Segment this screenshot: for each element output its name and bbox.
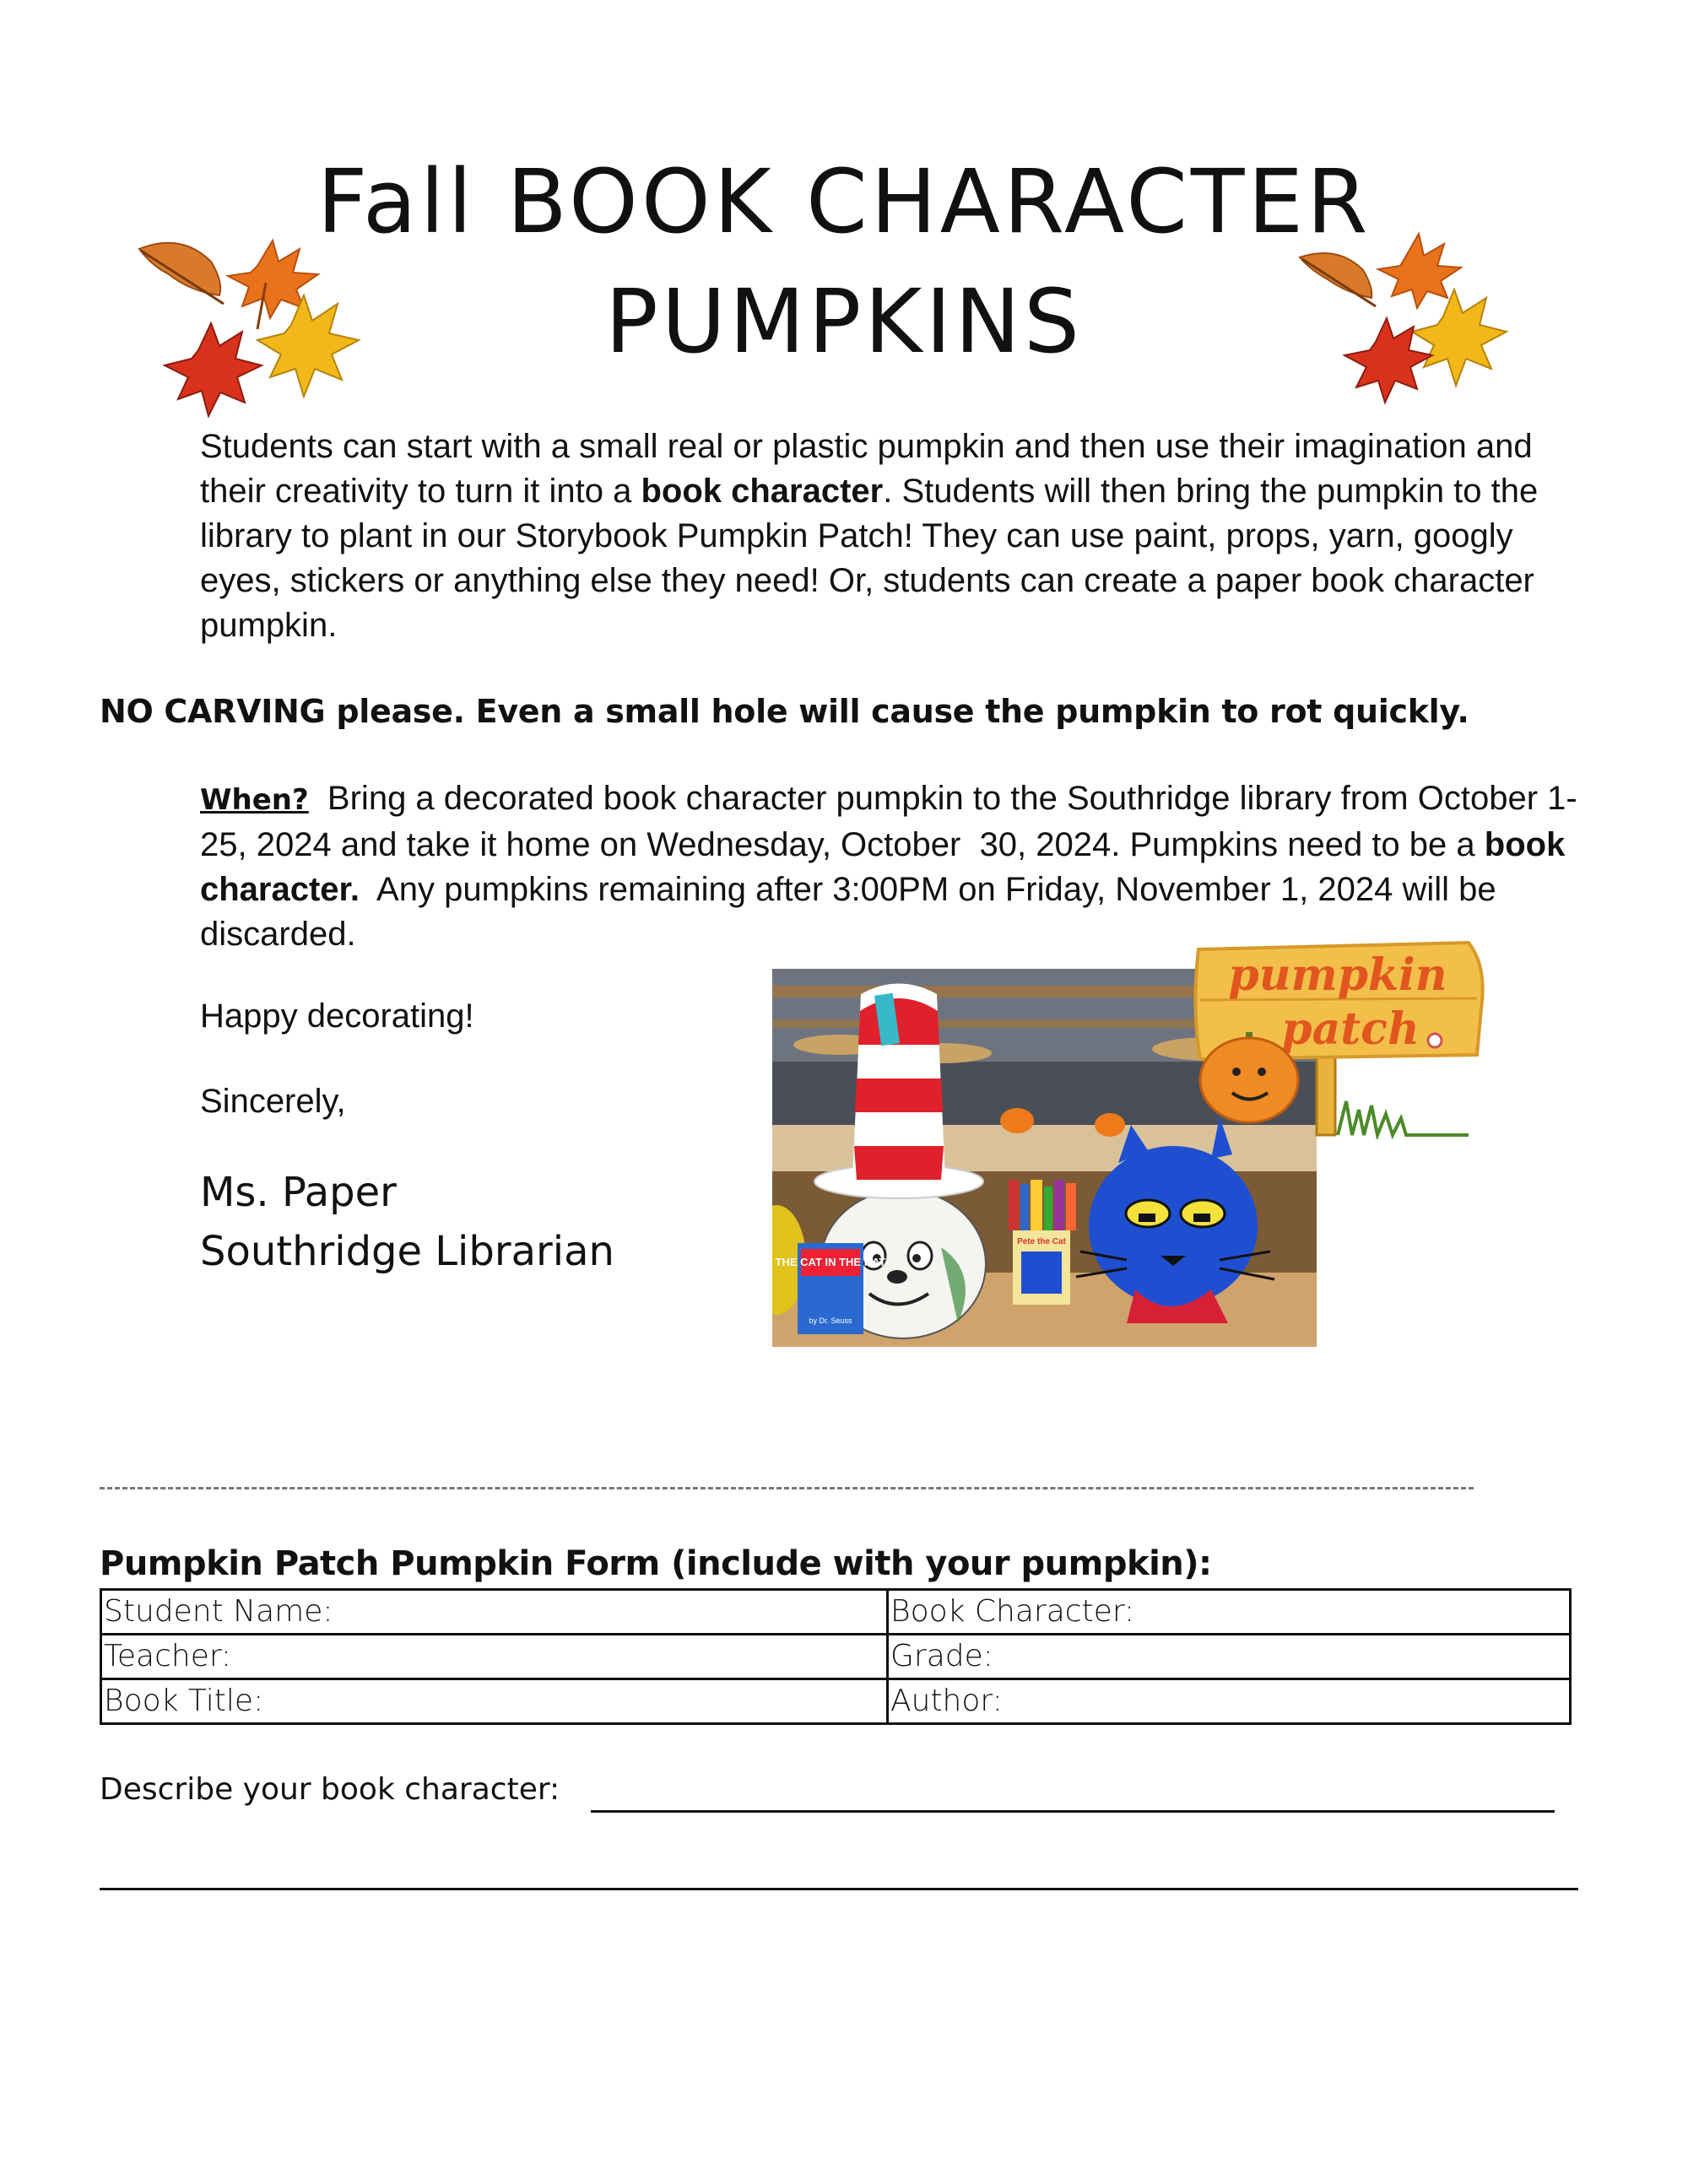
book-title-field[interactable]: Book Title: bbox=[101, 1679, 888, 1724]
pete-the-cat-book-icon bbox=[1013, 1230, 1070, 1305]
pumpkin-form-table bbox=[100, 1588, 1572, 1725]
brown-leaf-icon bbox=[139, 243, 224, 304]
table-row bbox=[101, 1590, 1571, 1635]
describe-character-answer-line-2[interactable] bbox=[100, 1888, 1578, 1890]
when-bold-text: book character. bbox=[200, 826, 1566, 908]
intro-bold-text: book character bbox=[641, 473, 884, 510]
intro-text-1: Students can start with a small real or plastic pumpkin and then use their imagination and their creativity to turn it into a bbox=[200, 428, 1533, 510]
book-character-field[interactable]: Book Character: bbox=[888, 1590, 1571, 1635]
signature-role: Southridge Librarian bbox=[200, 1228, 614, 1275]
sign-text-line-2: patch bbox=[1281, 1003, 1420, 1055]
autumn-leaves-left-icon bbox=[131, 224, 384, 418]
intro-text-2: . Students will then bring the pumpkin to the library to plant in our Storybook Pumpkin Patch! They can use paint, props, yarn, googly eyes, stickers or anything else they need! Or, students can create a paper book character pumpkin. bbox=[200, 473, 1539, 644]
signature-name: Ms. Paper bbox=[200, 1169, 397, 1216]
teacher-field[interactable]: Teacher: bbox=[101, 1635, 888, 1679]
when-paragraph bbox=[200, 776, 1601, 957]
pumpkin-patch-sign bbox=[1190, 933, 1494, 1139]
page-title-line-2: PUMPKINS bbox=[605, 270, 1083, 373]
book-cover-author: by Dr. Seuss bbox=[809, 1316, 852, 1325]
when-label: When? bbox=[200, 783, 309, 817]
yellow-maple-leaf-icon bbox=[1412, 289, 1507, 386]
describe-character-label: Describe your book character: bbox=[100, 1772, 560, 1807]
table-row bbox=[101, 1679, 1571, 1724]
when-text-2: Any pumpkins remaining after 3:00PM on Friday, November 1, 2024 will be discarded. bbox=[200, 871, 1506, 953]
cut-line-separator bbox=[100, 1487, 1474, 1489]
book-cover-title: THE CAT IN THE HAT bbox=[775, 1256, 886, 1268]
red-maple-leaf-icon bbox=[165, 323, 262, 416]
when-text-1: Bring a decorated book character pumpkin to the Southridge library from October 1-25, 2024 and take it home on Wednesday, October 30, 2024. Pumpkins need to be a bbox=[200, 780, 1577, 863]
page-title-line-1: Fall BOOK CHARACTER bbox=[316, 150, 1372, 253]
student-name-field[interactable]: Student Name: bbox=[101, 1590, 888, 1635]
bookshelf-books-icon bbox=[1009, 1180, 1076, 1230]
book2-cover-title: Pete the Cat bbox=[1017, 1237, 1066, 1246]
table-row bbox=[101, 1635, 1571, 1679]
closing-sincerely: Sincerely, bbox=[200, 1083, 346, 1120]
intro-paragraph bbox=[200, 424, 1601, 648]
brown-leaf-icon bbox=[1300, 253, 1376, 306]
grade-field[interactable]: Grade: bbox=[888, 1635, 1571, 1679]
autumn-leaves-right-icon bbox=[1296, 224, 1515, 405]
grass-icon bbox=[1338, 1101, 1469, 1135]
form-heading: Pumpkin Patch Pumpkin Form (include with your pumpkin): bbox=[100, 1544, 1212, 1583]
no-carving-warning: NO CARVING please. Even a small hole will cause the pumpkin to rot quickly. bbox=[100, 693, 1469, 730]
sign-text-line-1: pumpkin bbox=[1228, 949, 1447, 1001]
describe-character-answer-line[interactable] bbox=[591, 1810, 1555, 1813]
orange-maple-leaf-icon bbox=[1378, 234, 1461, 308]
author-field[interactable]: Author: bbox=[888, 1679, 1571, 1724]
closing-happy: Happy decorating! bbox=[200, 997, 474, 1035]
